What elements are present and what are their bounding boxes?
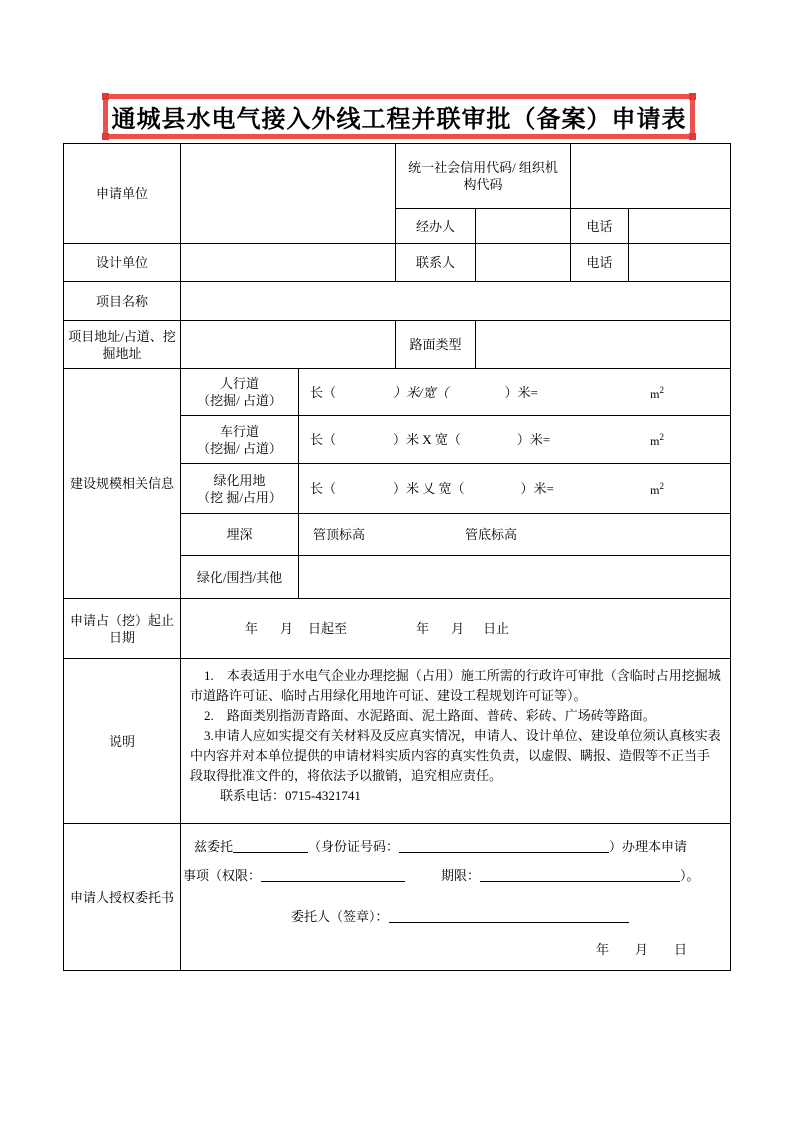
contact-phone-field[interactable] — [629, 244, 731, 282]
authority-scope-label: 事项（权限： — [183, 868, 262, 883]
square-meter-unit: $m^2$ — [650, 432, 664, 448]
start-day-field[interactable] — [293, 622, 308, 635]
authority-scope-field[interactable] — [261, 868, 405, 882]
sidewalk-label-cell — [181, 369, 299, 416]
contact-phone-label: 电话 — [586, 255, 613, 270]
page-title: 通城县水电气接入外线工程并联审批（备案）申请表 — [111, 107, 687, 133]
roadway-width-prefix: ）米 X 宽（ — [393, 432, 461, 447]
pavement-type-field[interactable] — [476, 321, 731, 369]
green-space-width-prefix: ）米 乂 宽（ — [393, 481, 465, 496]
auth-day-label: 日 — [674, 942, 688, 957]
burial-depth-cell — [299, 514, 731, 556]
greening-fence-other-label-cell — [181, 556, 299, 599]
pipe-bottom-elevation-field[interactable] — [517, 528, 730, 541]
roadway-length-field[interactable] — [336, 433, 393, 446]
end-day-field[interactable] — [464, 622, 483, 635]
roadway-width-field[interactable] — [461, 433, 517, 446]
contact-label: 联系人 — [415, 255, 455, 270]
agent-phone-label-cell — [571, 209, 629, 244]
start-year-field[interactable] — [183, 622, 245, 635]
start-day-label: 日起至 — [308, 621, 348, 636]
principal-signature-field[interactable] — [389, 909, 629, 923]
note-item-3: 3.申请人应如实提交有关材料及反应真实情况，申请人、设计单位、建设单位须认真核实表中内容并对本单位提供的申请材料实质内容的真实性负责，以虚假、瞒报、造假等不正当手段取得批准文件的，将依法予以撤销，追究相应责任。 — [190, 728, 721, 783]
green-space-equals: ）米= — [520, 481, 554, 496]
project-address-field[interactable] — [181, 321, 396, 369]
corner-handle — [689, 93, 696, 100]
pipe-top-elevation-label: 管顶标高 — [313, 527, 366, 542]
pavement-type-label-cell — [396, 321, 476, 369]
notes-content-cell — [181, 659, 731, 824]
roadway-label-cell — [181, 416, 299, 464]
delegate-id-field[interactable] — [399, 839, 609, 853]
auth-year-label: 年 — [596, 942, 610, 957]
authorization-label-cell — [64, 824, 181, 971]
authorization-line-2 — [183, 868, 730, 884]
line2-suffix: ）。 — [680, 868, 700, 883]
applicant-name-field[interactable] — [181, 144, 396, 244]
burial-depth-label: 埋深 — [226, 527, 253, 542]
green-space-area-field[interactable] — [554, 482, 650, 495]
delegate-name-field[interactable] — [233, 839, 308, 853]
form-title-box — [103, 94, 695, 139]
auth-month-label: 月 — [635, 942, 649, 957]
note-item-1: 1. 本表适用于水电气企业办理挖掘（占用）施工所需的行政许可审批（含临时占用挖掘城市道路许可证、临时占用绿化用地许可证、建设工程规划许可证等）。 — [190, 668, 721, 703]
contact-name-field[interactable] — [476, 244, 571, 282]
application-form-table — [63, 143, 731, 971]
project-name-field[interactable] — [181, 282, 731, 321]
start-month-label: 月 — [280, 621, 294, 636]
designer-name-field[interactable] — [181, 244, 396, 282]
authorization-line-1 — [194, 839, 730, 855]
burial-depth-label-cell — [181, 514, 299, 556]
credit-code-label-cell — [396, 144, 571, 209]
roadway-dimension-cell — [299, 416, 731, 464]
notes-label-cell — [64, 659, 181, 824]
sidewalk-label: 人行道 — [219, 376, 259, 391]
date-range-label-cell — [64, 599, 181, 659]
corner-handle — [689, 133, 696, 140]
agent-name-field[interactable] — [476, 209, 571, 244]
corner-handle — [102, 133, 109, 140]
green-space-length-prefix: 长（ — [310, 481, 337, 496]
note-item-2: 2. 路面类别指沥青路面、水泥路面、泥土路面、普砖、彩砖、广场砖等路面。 — [204, 708, 656, 723]
id-number-label: （身份证号码： — [308, 839, 400, 854]
green-space-sublabel: （挖 掘/占用） — [197, 489, 282, 505]
square-meter-unit: $m^2$ — [650, 481, 664, 497]
principal-signature-label: 委托人（签章）： — [291, 909, 389, 924]
roadway-equals: ）米= — [516, 432, 551, 447]
authorization-line-3 — [291, 909, 730, 925]
green-space-dimension-cell — [299, 464, 731, 514]
authorization-content-cell — [181, 824, 731, 971]
entrust-suffix: ）办理本申请 — [609, 839, 688, 854]
entrust-prefix: 兹委托 — [194, 839, 234, 854]
green-space-length-field[interactable] — [336, 482, 393, 495]
sidewalk-width-field[interactable] — [449, 386, 505, 399]
pipe-top-elevation-field[interactable] — [365, 528, 465, 541]
sidewalk-sublabel: （挖掘/ 占道） — [197, 393, 282, 408]
date-range-cell — [181, 599, 731, 659]
designer-label-cell — [64, 244, 181, 282]
sidewalk-length-field[interactable] — [336, 386, 393, 399]
sidewalk-area-field[interactable] — [538, 386, 650, 399]
scale-section-label-cell — [64, 369, 181, 599]
agent-phone-field[interactable] — [629, 209, 731, 244]
greening-fence-other-field[interactable] — [299, 556, 731, 599]
project-address-label: 项目地址/占道、挖掘地址 — [68, 328, 176, 361]
applicant-label-cell — [64, 144, 181, 244]
auth-month-field[interactable] — [609, 942, 635, 958]
notes-label: 说明 — [108, 733, 135, 749]
roadway-sublabel: （挖掘/ 占道） — [197, 440, 282, 456]
project-address-label-cell — [64, 321, 181, 369]
project-name-label-cell — [64, 282, 181, 321]
contact-label-cell — [396, 244, 476, 282]
contact-telephone: 联系电话：0715-4321741 — [220, 788, 361, 803]
greening-fence-other-label: 绿化/围挡/其他 — [196, 569, 283, 585]
agent-label: 经办人 — [415, 218, 455, 234]
corner-handle — [102, 93, 109, 100]
authorization-label: 申请人授权委托书 — [69, 889, 174, 905]
end-day-label: 日止 — [483, 621, 510, 636]
applicant-label: 申请单位 — [95, 186, 148, 201]
end-month-label: 月 — [451, 621, 465, 636]
start-year-label: 年 — [245, 621, 259, 636]
end-year-field[interactable] — [347, 622, 416, 635]
green-space-label: 绿化用地 — [213, 472, 266, 488]
pavement-type-label: 路面类型 — [409, 337, 462, 352]
agent-phone-label: 电话 — [586, 218, 613, 234]
scale-section-label: 建设规模相关信息 — [69, 476, 174, 491]
sidewalk-length-prefix: 长（ — [310, 384, 337, 400]
auth-day-field[interactable] — [648, 942, 674, 958]
green-space-label-cell — [181, 464, 299, 514]
contact-phone-label-cell — [571, 244, 629, 282]
sidewalk-width-prefix: ）米/宽（ — [393, 384, 449, 400]
green-space-width-field[interactable] — [465, 482, 521, 495]
roadway-label: 车行道 — [219, 423, 259, 439]
square-meter-unit: $m^2$ — [650, 384, 664, 401]
pipe-bottom-elevation-label: 管底标高 — [465, 527, 518, 542]
credit-code-label: 统一社会信用代码/ 组织机构代码 — [408, 160, 558, 192]
project-name-label: 项目名称 — [95, 293, 148, 309]
roadway-length-prefix: 长（ — [310, 432, 337, 447]
credit-code-field[interactable] — [571, 144, 731, 209]
date-range-label: 申请占（挖）起止日期 — [69, 612, 174, 645]
sidewalk-dimension-cell — [299, 369, 731, 416]
start-month-field[interactable] — [258, 622, 280, 635]
end-year-label: 年 — [416, 621, 430, 636]
roadway-area-field[interactable] — [550, 433, 650, 446]
end-month-field[interactable] — [429, 622, 451, 635]
sidewalk-equals: ）米= — [504, 384, 538, 400]
authorization-date-line — [181, 942, 730, 958]
designer-label: 设计单位 — [95, 255, 148, 270]
agent-label-cell — [396, 209, 476, 244]
authority-period-field[interactable] — [480, 868, 680, 882]
authority-period-label: 期限： — [441, 868, 481, 883]
